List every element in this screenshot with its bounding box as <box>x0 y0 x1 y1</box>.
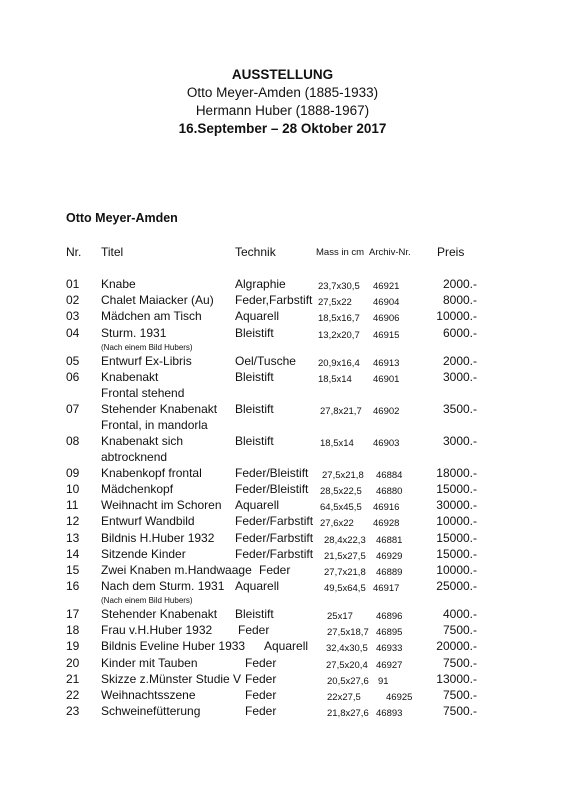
row-archive-number: 46896 <box>376 611 403 623</box>
row-archive-number: 46921 <box>373 281 400 292</box>
row-technique: Bleistift <box>235 433 274 448</box>
section-title: Otto Meyer-Amden <box>66 211 178 225</box>
table-row <box>0 639 565 655</box>
column-header-archiv: Archiv-Nr. <box>369 247 411 258</box>
row-number: 20 <box>66 655 80 670</box>
row-title: Schweinefütterung <box>101 704 201 719</box>
row-technique: Bleistift <box>235 401 274 416</box>
table-row <box>0 623 565 639</box>
row-dimensions: 21,8x27,6 <box>327 708 369 720</box>
row-price: 10000.- <box>436 562 477 577</box>
table-row <box>0 531 565 547</box>
row-dimensions: 27,8x21,7 <box>320 405 362 417</box>
table-row <box>0 466 565 482</box>
row-archive-number: 46927 <box>376 659 403 671</box>
row-technique: Feder/Farbstift <box>235 514 314 529</box>
row-title: Knabenakt sich <box>101 433 184 448</box>
row-price: 8000.- <box>442 293 477 308</box>
row-number: 02 <box>66 293 80 308</box>
row-dimensions: 22x27,5 <box>327 692 361 703</box>
row-number: 17 <box>66 607 80 622</box>
row-archive-number: 46895 <box>376 627 403 639</box>
table-row <box>0 547 565 563</box>
row-price: 2000.- <box>442 277 477 291</box>
row-dimensions: 49,5x64,5 <box>324 583 366 595</box>
row-title: Skizze z.Münster Studie V <box>101 671 242 686</box>
row-dimensions: 13,2x20,7 <box>318 329 360 341</box>
row-archive-number: 46903 <box>373 437 400 449</box>
row-price: 20000.- <box>436 639 477 654</box>
row-price: 13000.- <box>436 671 477 686</box>
row-dimensions: 64,5x45,5 <box>320 502 362 514</box>
row-number: 12 <box>66 514 80 529</box>
artist-line-2: Hermann Huber (1888-1967) <box>195 103 370 118</box>
row-title: Bildnis Eveline Huber 1933 <box>101 639 246 654</box>
table-row <box>0 688 565 704</box>
row-archive-number: 46901 <box>373 373 400 385</box>
table-row <box>0 482 565 498</box>
column-header-technik: Technik <box>235 245 276 259</box>
row-title: Entwurf Ex-Libris <box>101 353 192 368</box>
table-row <box>0 293 565 309</box>
row-archive-number: 46925 <box>386 692 413 703</box>
row-number: 14 <box>66 546 80 561</box>
column-header-titel: Titel <box>101 245 124 259</box>
row-dimensions: 18,5x14 <box>320 437 354 449</box>
row-dimensions: 32,4x30,5 <box>326 643 368 655</box>
row-archive-number: 91 <box>378 675 389 687</box>
row-number: 11 <box>66 498 79 513</box>
row-price: 3000.- <box>442 433 477 448</box>
row-number: 21 <box>66 671 80 686</box>
row-technique: Bleistift <box>235 325 274 340</box>
row-price: 7500.- <box>442 655 477 670</box>
row-dimensions: 18,5x14 <box>318 373 352 385</box>
row-technique: Feder/Bleistift <box>235 465 309 480</box>
row-technique: Feder/Bleistift <box>235 481 309 496</box>
row-number: 03 <box>66 309 80 324</box>
row-price: 15000.- <box>436 546 477 561</box>
row-title: Knabenkopf frontal <box>101 465 202 480</box>
row-title: Sturm. 1931 <box>101 325 167 340</box>
table-row <box>0 514 565 530</box>
row-dimensions: 27,5x18,7 <box>327 627 369 639</box>
row-dimensions: 20,5x27,6 <box>327 675 369 687</box>
row-technique: Aquarell <box>264 639 309 654</box>
row-title: Entwurf Wandbild <box>101 514 195 529</box>
row-technique: Feder <box>245 704 277 719</box>
row-technique: Algraphie <box>235 277 286 291</box>
artwork-table <box>0 277 565 720</box>
row-title: Mädchen am Tisch <box>101 309 202 324</box>
row-number: 13 <box>66 530 80 545</box>
row-dimensions: 27,5x21,8 <box>322 469 364 481</box>
row-title-note: (Nach einem Bild Hubers) <box>101 342 193 352</box>
row-archive-number: 46902 <box>373 405 400 417</box>
row-number: 23 <box>66 704 80 719</box>
row-title: Stehender Knabenakt <box>101 401 218 416</box>
row-archive-number: 46893 <box>376 708 403 720</box>
row-number: 22 <box>66 688 80 702</box>
row-price: 4000.- <box>442 607 477 622</box>
table-row <box>0 370 565 402</box>
row-technique: Feder/Farbstift <box>235 530 314 545</box>
row-archive-number: 46913 <box>373 357 400 369</box>
row-dimensions: 28,5x22,5 <box>320 485 362 497</box>
row-price: 10000.- <box>436 514 477 529</box>
row-price: 6000.- <box>442 325 477 340</box>
row-title: Frau v.H.Huber 1932 <box>101 623 213 638</box>
row-archive-number: 46928 <box>373 518 400 530</box>
row-dimensions: 27,6x22 <box>320 518 354 530</box>
row-technique: Feder,Farbstift <box>235 293 313 308</box>
row-technique: Bleistift <box>235 369 274 384</box>
table-row <box>0 704 565 720</box>
row-dimensions: 23,7x30,5 <box>318 281 360 292</box>
row-number: 07 <box>66 401 80 416</box>
row-price: 7500.- <box>442 688 477 702</box>
column-header-nr: Nr. <box>66 245 82 259</box>
table-row <box>0 354 565 370</box>
row-technique: Feder <box>245 688 277 702</box>
row-technique: Oel/Tusche <box>235 353 296 368</box>
table-row <box>0 434 565 466</box>
table-row <box>0 563 565 579</box>
row-title: Weihnachtsszene <box>101 688 196 702</box>
row-price: 25000.- <box>436 579 477 594</box>
row-title: Chalet Maiacker (Au) <box>101 293 214 308</box>
row-number: 18 <box>66 623 80 638</box>
row-technique: Feder <box>245 655 277 670</box>
table-row <box>0 672 565 688</box>
row-price: 2000.- <box>442 353 477 368</box>
row-archive-number: 46929 <box>376 550 403 562</box>
row-technique: Bleistift <box>235 607 274 622</box>
row-number: 10 <box>66 481 80 496</box>
row-title: Knabe <box>101 277 136 291</box>
row-archive-number: 46881 <box>376 534 403 546</box>
row-title: Bildnis H.Huber 1932 <box>101 530 215 545</box>
row-archive-number: 46889 <box>376 566 403 578</box>
row-archive-number: 46917 <box>373 583 400 595</box>
row-technique: Aquarell <box>235 498 280 513</box>
table-row <box>0 326 565 354</box>
row-title-continuation: abtrocknend <box>101 449 168 464</box>
row-price: 7500.- <box>442 704 477 719</box>
row-dimensions: 18,5x16,7 <box>318 313 360 325</box>
artist-line-1: Otto Meyer-Amden (1885-1933) <box>186 85 379 100</box>
row-number: 09 <box>66 465 80 480</box>
row-dimensions: 25x17 <box>327 611 353 623</box>
row-archive-number: 46916 <box>373 502 400 514</box>
row-dimensions: 27,7x21,8 <box>324 566 366 578</box>
row-technique: Feder <box>238 623 270 638</box>
row-title-note: (Nach einem Bild Hubers) <box>101 596 193 606</box>
row-dimensions: 27,5x20,4 <box>326 659 368 671</box>
column-header-mass: Mass in cm <box>316 247 365 258</box>
row-dimensions: 28,4x22,3 <box>324 534 366 546</box>
table-row <box>0 498 565 514</box>
row-title: Nach dem Sturm. 1931 <box>101 579 225 594</box>
row-technique: Feder <box>245 671 277 686</box>
table-row <box>0 309 565 325</box>
row-title-continuation: Frontal stehend <box>101 385 185 400</box>
row-number: 04 <box>66 325 80 340</box>
row-title: Weihnacht im Schoren <box>101 498 222 513</box>
row-technique: Feder <box>259 562 291 577</box>
document-header <box>0 66 565 138</box>
row-technique: Feder/Farbstift <box>235 546 314 561</box>
row-title: Kinder mit Tauben <box>101 655 198 670</box>
table-row <box>0 402 565 434</box>
row-price: 7500.- <box>442 623 477 638</box>
row-price: 10000.- <box>436 309 477 324</box>
row-technique: Aquarell <box>235 309 280 324</box>
row-price: 3500.- <box>442 401 477 416</box>
row-dimensions: 21,5x27,5 <box>324 550 366 562</box>
table-row <box>0 656 565 672</box>
row-price: 18000.- <box>436 465 477 480</box>
row-number: 06 <box>66 369 80 384</box>
row-title: Knabenakt <box>101 369 159 384</box>
row-archive-number: 46933 <box>376 643 403 655</box>
row-archive-number: 46915 <box>373 329 400 341</box>
column-header-preis: Preis <box>437 245 465 259</box>
table-row <box>0 607 565 623</box>
row-number: 08 <box>66 433 80 448</box>
row-number: 01 <box>66 277 80 291</box>
row-number: 05 <box>66 353 80 368</box>
exhibition-dates: 16.September – 28 Oktober 2017 <box>178 121 387 136</box>
row-archive-number: 46906 <box>373 313 400 325</box>
table-row <box>0 579 565 607</box>
row-title: Zwei Knaben m.Handwaage <box>101 562 252 577</box>
row-archive-number: 46884 <box>376 469 403 481</box>
row-number: 19 <box>66 639 80 654</box>
row-price: 15000.- <box>436 530 477 545</box>
row-price: 15000.- <box>436 481 477 496</box>
row-archive-number: 46904 <box>373 297 400 309</box>
row-archive-number: 46880 <box>376 485 403 497</box>
row-title: Stehender Knabenakt <box>101 607 218 622</box>
row-title: Mädchenkopf <box>101 481 174 496</box>
row-number: 16 <box>66 579 80 594</box>
row-price: 3000.- <box>442 369 477 384</box>
row-title: Sitzende Kinder <box>101 546 186 561</box>
row-dimensions: 27,5x22 <box>318 297 352 309</box>
page-title: AUSSTELLUNG <box>231 67 334 82</box>
row-title-continuation: Frontal, in mandorla <box>101 417 208 432</box>
table-row <box>0 277 565 293</box>
row-price: 30000.- <box>436 498 477 513</box>
row-technique: Aquarell <box>235 579 280 594</box>
row-number: 15 <box>66 562 80 577</box>
row-dimensions: 20,9x16,4 <box>318 357 360 369</box>
